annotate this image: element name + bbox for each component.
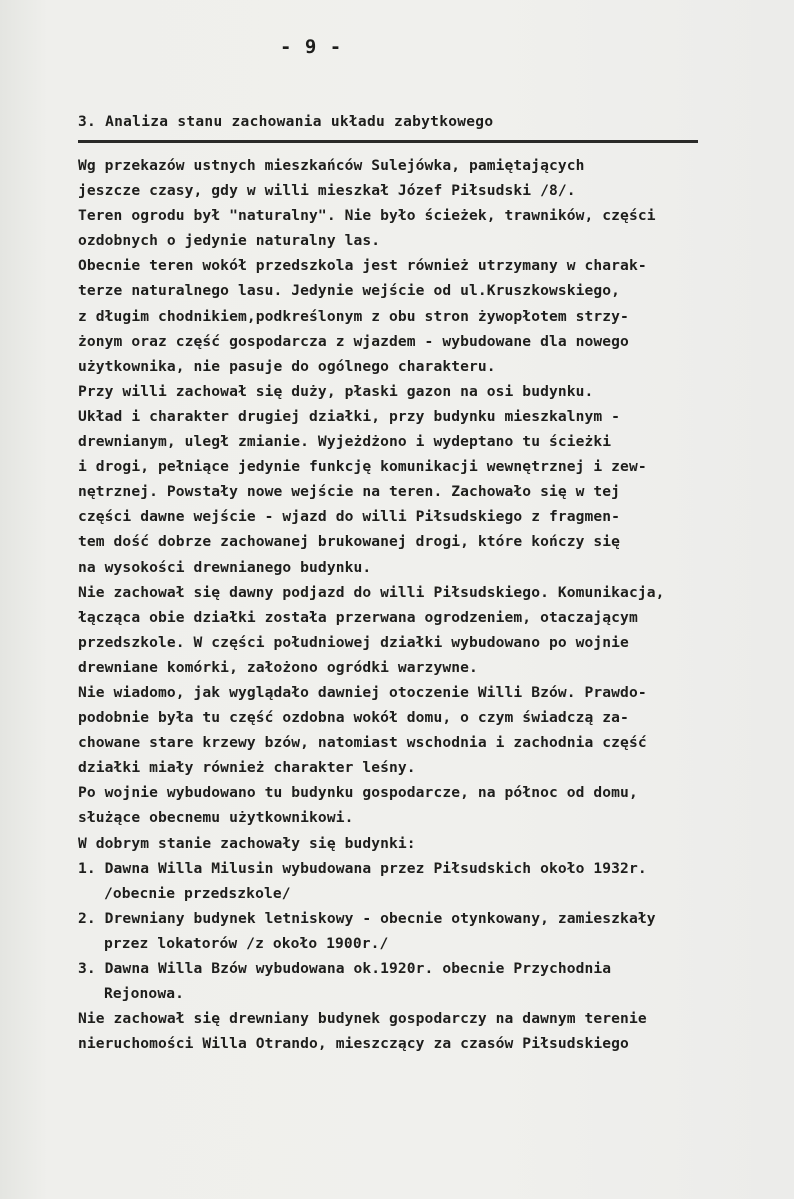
text-line: chowane stare krzewy bzów, natomiast wschodnia i zachodnia część xyxy=(78,734,647,752)
list-item-3-continuation: Rejonowa. xyxy=(104,985,184,1003)
text-line: Przy willi zachował się duży, płaski gazon na osi budynku. xyxy=(78,382,594,400)
text-line: W dobrym stanie zachowały się budynki: xyxy=(78,834,416,852)
text-line: ozdobnych o jedynie naturalny las. xyxy=(78,232,381,250)
page-number: - 9 - xyxy=(280,36,343,58)
text-line: przedszkole. W części południowej działki wybudowano po wojnie xyxy=(78,633,629,651)
text-line: Układ i charakter drugiej działki, przy budynku mieszkalnym - xyxy=(78,407,621,425)
text-line: nętrznej. Powstały nowe wejście na teren. Zachowało się w tej xyxy=(78,483,621,501)
list-item-2: 2. Drewniany budynek letniskowy - obecnie otynkowany, zamieszkały xyxy=(78,909,656,927)
text-line: Nie zachował się dawny podjazd do willi Piłsudskiego. Komunikacja, xyxy=(78,583,665,601)
text-line: nieruchomości Willa Otrando, mieszczący za czasów Piłsudskiego xyxy=(78,1035,629,1053)
section-heading: 3. Analiza stanu zachowania układu zabytkowego xyxy=(78,114,494,130)
text-line: drewnianym, uległ zmianie. Wyjeżdżono i wydeptano tu ścieżki xyxy=(78,433,612,451)
list-item-3: 3. Dawna Willa Bzów wybudowana ok.1920r. obecnie Przychodnia xyxy=(78,960,612,977)
list-item-1-continuation: /obecnie przedszkole/ xyxy=(104,884,291,902)
text-line: Nie zachował się drewniany budynek gospodarczy na dawnym terenie xyxy=(78,1010,647,1028)
text-line: łącząca obie działki została przerwana ogrodzeniem, otaczającym xyxy=(78,608,638,626)
text-line: tem dość dobrze zachowanej brukowanej drogi, które kończy się xyxy=(78,533,621,551)
text-line: terze naturalnego lasu. Jedynie wejście od ul.Kruszkowskiego, xyxy=(78,282,621,300)
text-line: użytkownika, nie pasuje do ogólnego charakteru. xyxy=(78,357,496,375)
text-line: Obecnie teren wokół przedszkola jest również utrzymany w charak- xyxy=(78,257,647,275)
text-line: części dawne wejście - wjazd do willi Piłsudskiego z fragmen- xyxy=(78,508,621,526)
text-line: Teren ogrodu był "naturalny". Nie było ścieżek, trawników, części xyxy=(78,207,656,225)
text-line: Nie wiadomo, jak wyglądało dawniej otoczenie Willi Bzów. Prawdo- xyxy=(78,683,647,701)
text-line: Wg przekazów ustnych mieszkańców Sulejówka, pamiętających xyxy=(78,157,585,174)
body-text xyxy=(78,153,778,1056)
text-line: działki miały również charakter leśny. xyxy=(78,759,416,777)
text-line: na wysokości drewnianego budynku. xyxy=(78,558,372,576)
text-line: podobnie była tu część ozdobna wokół domu, o czym świadczą za- xyxy=(78,709,629,727)
text-line: jeszcze czasy, gdy w willi mieszkał Józef Piłsudski /8/. xyxy=(78,182,576,200)
heading-underline xyxy=(78,140,698,143)
text-line: Po wojnie wybudowano tu budynku gospodarcze, na północ od domu, xyxy=(78,784,638,802)
text-line: żonym oraz część gospodarcza z wjazdem - wybudowane dla nowego xyxy=(78,332,629,350)
text-line: drewniane komórki, założono ogródki warzywne. xyxy=(78,658,478,676)
list-item-1: 1. Dawna Willa Milusin wybudowana przez Piłsudskich około 1932r. xyxy=(78,859,647,877)
text-line: z długim chodnikiem,podkreślonym z obu stron żywopłotem strzy- xyxy=(78,307,629,325)
text-line: i drogi, pełniące jedynie funkcję komunikacji wewnętrznej i zew- xyxy=(78,458,647,476)
list-item-2-continuation: przez lokatorów /z około 1900r./ xyxy=(104,934,389,952)
text-line: służące obecnemu użytkownikowi. xyxy=(78,809,354,827)
